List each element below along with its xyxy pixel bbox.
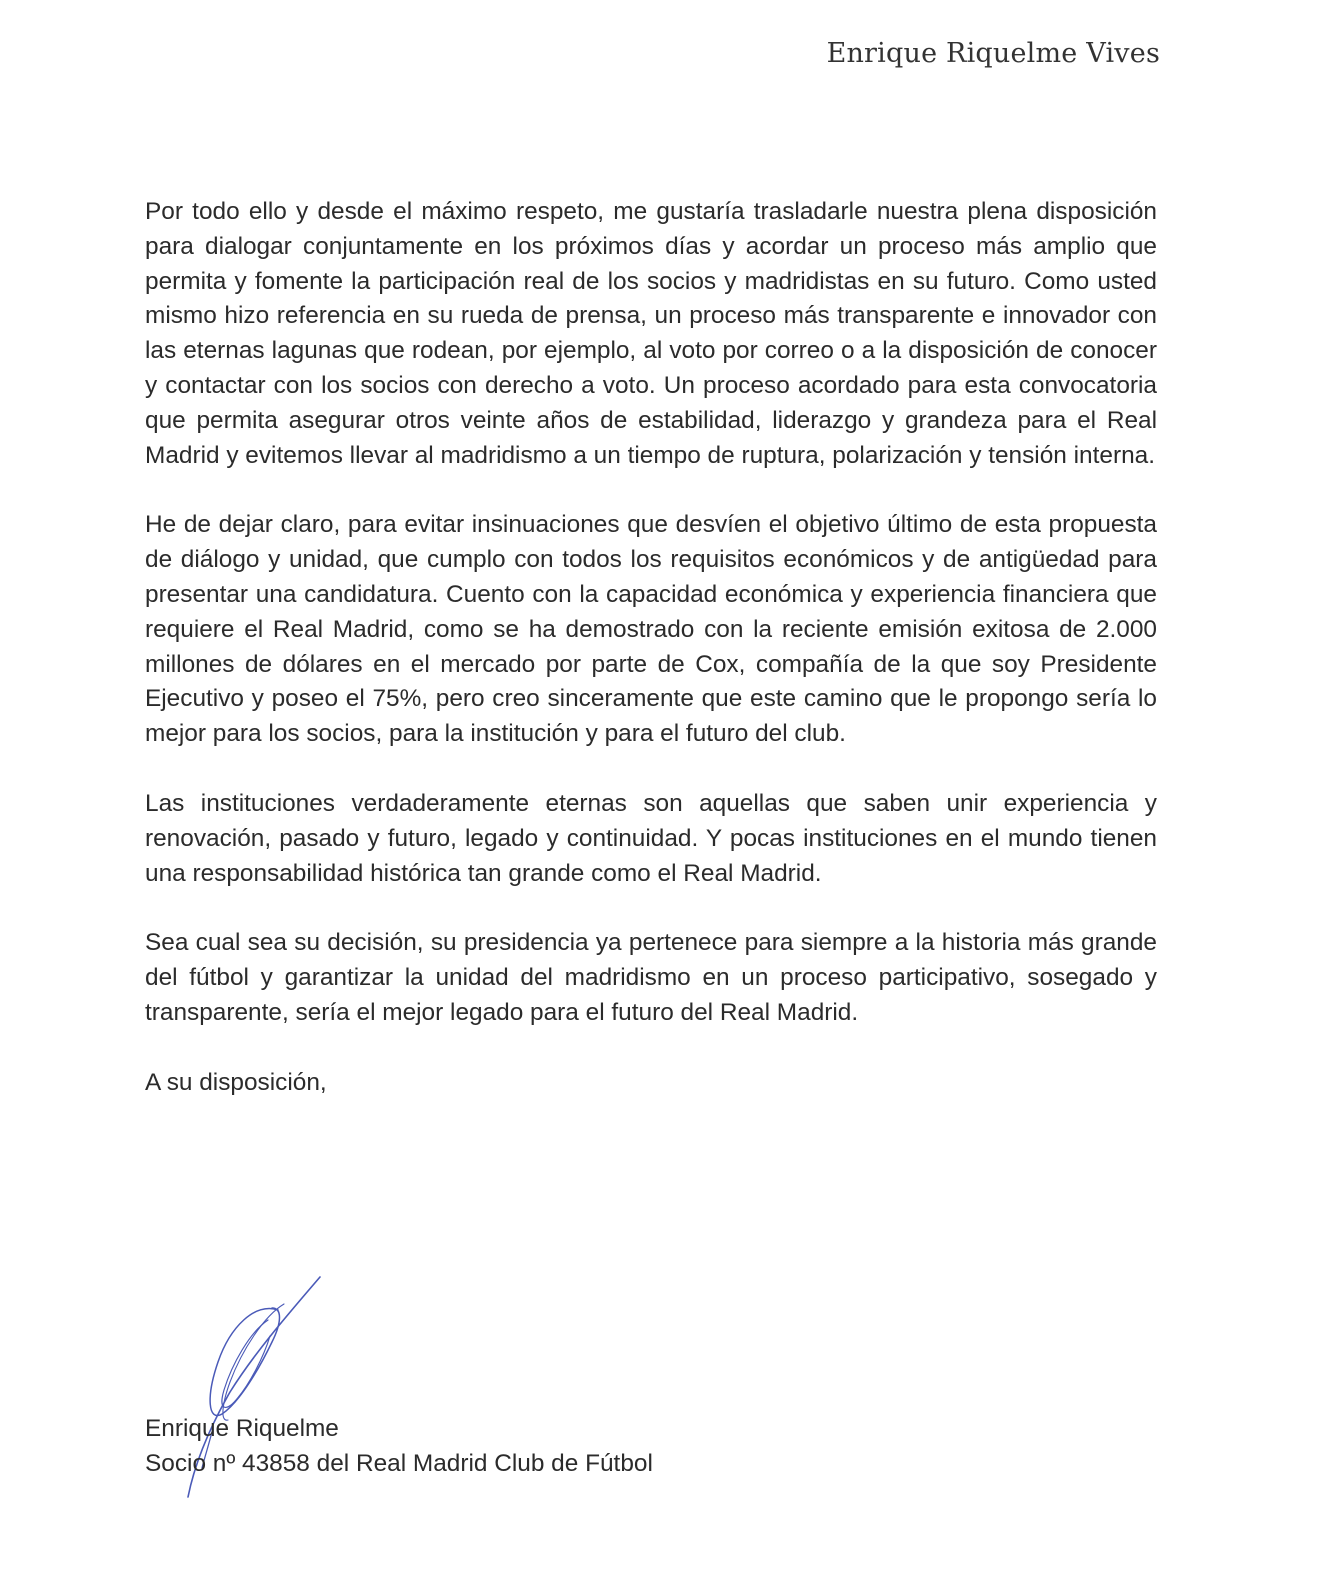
signatory-name: Enrique Riquelme [145, 1415, 339, 1442]
letter-body [145, 195, 1157, 1101]
signatory-membership: Socio nº 43858 del Real Madrid Club de Fútbol [145, 1449, 653, 1477]
letterhead-name: Enrique Riquelme Vives [826, 38, 1160, 69]
signature-block [145, 1412, 653, 1482]
paragraph-eternal-institutions: Las instituciones verdaderamente eternas son aquellas que saben unir experiencia y renovación, pasado y futuro, legado y continuidad. Y pocas instituciones en el mundo tienen una responsabilidad histórica tan grande como el Real Madrid. [145, 789, 1157, 887]
paragraph-candidacy-requirements: He de dejar claro, para evitar insinuaciones que desvíen el objetivo último de esta propuesta de diálogo y unidad, que cumplo con todos los requisitos económicos y de antigüedad para presentar una candidatura. Cuento con la capacidad económica y experiencia financiera que requiere el Real Madrid, como se ha demostrado con la reciente emisión exitosa de 2.000 millones de dólares en el mercado por parte de Cox, compañía de la que soy Presidente Ejecutivo y poseo el 75%, pero creo sinceramente que este camino que le propongo sería lo mejor para los socios, para la institución y para el futuro del club. [145, 511, 1157, 748]
paragraph-legacy: Sea cual sea su decisión, su presidencia ya pertenece para siempre a la historia más grande del fútbol y garantizar la unidad del madridismo en un proceso participativo, sosegado y transparente, sería el mejor legado para el futuro del Real Madrid. [145, 929, 1157, 1026]
closing-line: A su disposición, [145, 1068, 327, 1096]
paragraph-dialogue-proposal: Por todo ello y desde el máximo respeto, me gustaría trasladarle nuestra plena disposición para dialogar conjuntamente en los próximos días y acordar un proceso más amplio que permita y fomente la participación real de los socios y madridistas en su futuro. Como usted mismo hizo referencia en su rueda de prensa, un proceso más transparente e innovador con las eternas lagunas que rodean, por ejemplo, al voto por correo o a la disposición de conocer y contactar con los socios con derecho a voto. Un proceso acordado para esta convocatoria que permita asegurar otros veinte años de estabilidad, liderazgo y grandeza para el Real Madrid y evitemos llevar al madridismo a un tiempo de ruptura, polarización y tensión interna. [145, 198, 1157, 469]
